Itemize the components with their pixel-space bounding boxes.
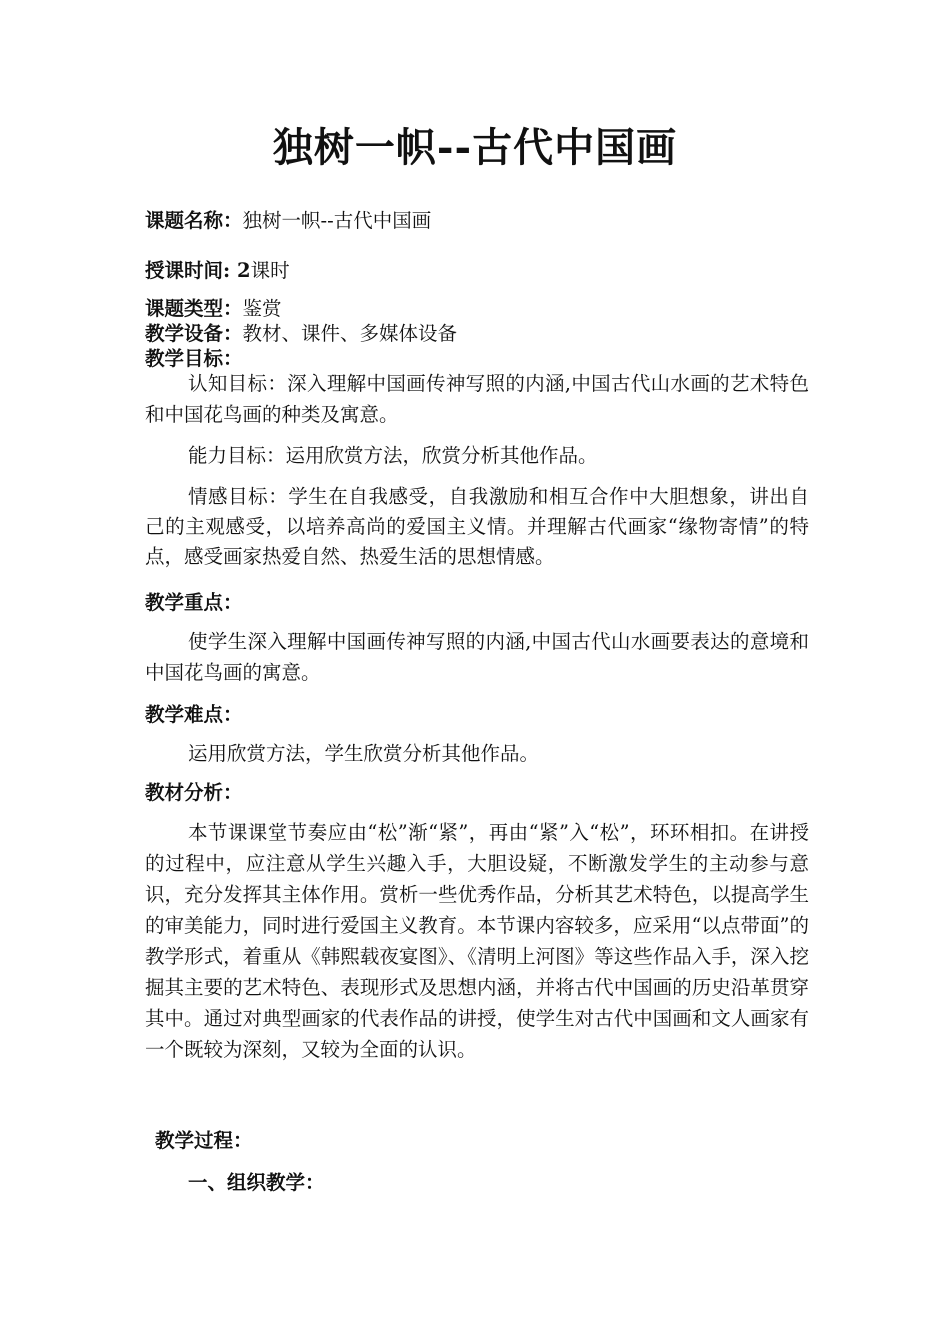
course-time-row — [145, 256, 815, 286]
analysis-heading: 教材分析： — [145, 781, 243, 804]
key-points-text: 使学生深入理解中国画传神写照的内涵,中国古代山水画要表达的意境和中国花鸟画的寓意。 — [145, 630, 809, 684]
key-points-heading: 教学重点： — [145, 591, 243, 614]
course-type-label: 课题类型： — [145, 297, 243, 320]
goal-cognitive: 认知目标：深入理解中国画传神写照的内涵,中国古代山水画的艺术特色和中国花鸟画的种类及寓意。 — [145, 372, 809, 426]
goals-heading: 教学目标： — [145, 347, 243, 370]
analysis-text: 本节课课堂节奏应由“松”渐“紧”，再由“紧”入“松”，环环相扣。在讲授的过程中，应注意从学生兴趣入手，大胆设疑，不断激发学生的主动参与意识，充分发挥其主体作用。赏析一些优秀作品，分析其艺术特色，以提高学生的审美能力，同时进行爱国主义教育。本节课内容较多，应采用“以点带面”的教学形式，着重从《韩熙载夜宴图》、《清明上河图》等这些作品入手，深入挖掘其主要的艺术特色、表现形式及思想内涵，并将古代中国画的历史沿革贯穿其中。通过对典型画家的代表作品的讲授，使学生对古代中国画和文人画家有一个既较为深刻，又较为全面的认识。 — [145, 821, 809, 1061]
course-time-label: 授课时间: 2 — [145, 259, 251, 282]
document-title: 独树一帜--古代中国画 — [272, 124, 678, 171]
equipment-value: 教材、课件、多媒体设备 — [242, 322, 458, 345]
course-time-value: 课时 — [250, 259, 290, 282]
process-step-1: 一、组织教学： — [188, 1171, 325, 1194]
difficulties-text: 运用欣赏方法，学生欣赏分析其他作品。 — [188, 742, 540, 765]
course-name-row — [145, 206, 815, 236]
goal-ability: 能力目标：运用欣赏方法，欣赏分析其他作品。 — [188, 444, 598, 467]
course-name-value: 独树一帜--古代中国画 — [242, 209, 432, 232]
course-name-label: 课题名称： — [145, 209, 243, 232]
equipment-row — [145, 319, 815, 349]
process-heading: 教学过程： — [155, 1129, 253, 1152]
equipment-label: 教学设备： — [145, 322, 243, 345]
goal-emotion: 情感目标：学生在自我感受，自我激励和相互合作中大胆想象，讲出自己的主观感受，以培养高尚的爱国主义情。并理解古代画家“缘物寄情”的特点，感受画家热爱自然、热爱生活的思想情感。 — [145, 485, 809, 568]
difficulties-heading: 教学难点： — [145, 703, 243, 726]
course-type-value: 鉴赏 — [242, 297, 282, 320]
